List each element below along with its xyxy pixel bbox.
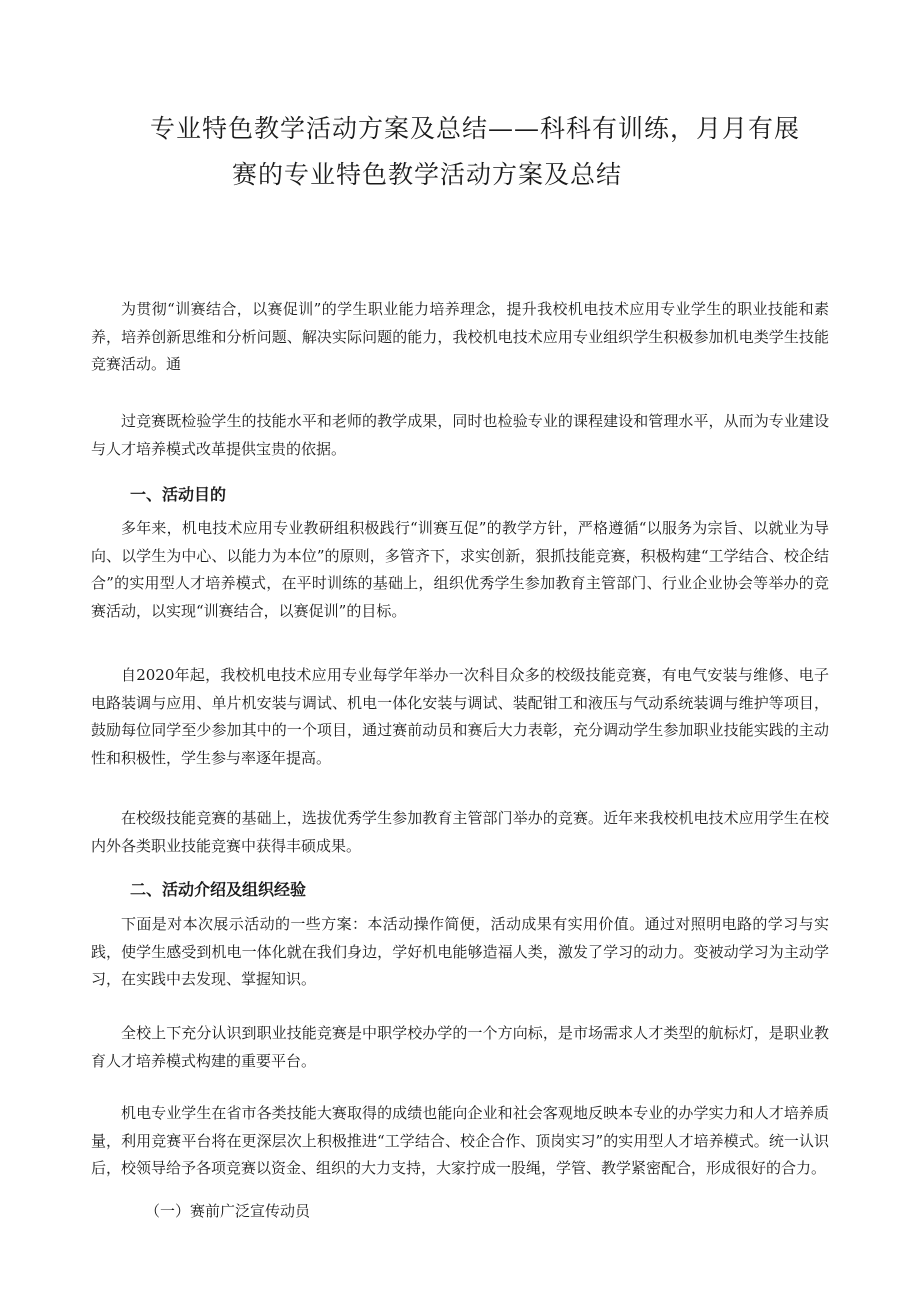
paragraph-objectives: 多年来，机电技术应用专业教研组积极践行“训赛互促”的教学方针，严格遵循“以服务为宗旨、以就业为导向、以学生为中心、以能力为本位”的原则，多管齐下，求实创新，狠抓技能竞赛，积极构建“工学结合、校企结合”的实用型人才培养模式，在平时训练的基础上，组织优秀学生参加教育主管部门、行业企业协会等举办的竞赛活动，以实现“训赛结合，以赛促训”的目标。 bbox=[91, 519, 829, 620]
paragraph-awareness: 全校上下充分认识到职业技能竞赛是中职学校办学的一个方向标，是市场需求人才类型的航标灯，是职业教育人才培养模式构建的重要平台。 bbox=[91, 1024, 829, 1070]
section-heading-2: 二、活动介绍及组织经验 bbox=[130, 880, 307, 899]
document-title-line-2: 赛的专业特色教学活动方案及总结 bbox=[232, 160, 623, 189]
document-title-line-1: 专业特色教学活动方案及总结——科科有训练，月月有展 bbox=[150, 114, 801, 143]
subheading-mobilization: （一）赛前广泛宣传动员 bbox=[145, 1202, 311, 1220]
paragraph-competition-purpose: 过竞赛既检验学生的技能水平和老师的教学成果，同时也检验专业的课程建设和管理水平，从而为专业建设与人才培养模式改革提供宝贵的依据。 bbox=[91, 412, 829, 458]
paragraph-intro: 为贯彻“训赛结合，以赛促训”的学生职业能力培养理念，提升我校机电技术应用专业学生的职业技能和素养，培养创新思维和分析问题、解决实际问题的能力，我校机电技术应用专业组织学生积极参加机电类学生技能竞赛活动。通 bbox=[91, 300, 829, 373]
paragraph-school-competition: 自2020年起，我校机电技术应用专业每学年举办一次科目众多的校级技能竞赛，有电气安装与维修、电子电路装调与应用、单片机安装与调试、机电一体化安装与调试、装配钳工和液压与气动系统装调与维护等项目，鼓励每位同学至少参加其中的一个项目，通过赛前动员和赛后大力表彰，充分调动学生参加职业技能实践的主动性和积极性，学生参与率逐年提高。 bbox=[91, 666, 829, 767]
paragraph-results: 机电专业学生在省市各类技能大赛取得的成绩也能向企业和社会客观地反映本专业的办学实力和人才培养质量，利用竞赛平台将在更深层次上积极推进“工学结合、校企合作、顶岗实习”的实用型人才培养模式。统一认识后，校领导给予各项竞赛以资金、组织的大力支持，大家拧成一股绳，学管、教学紧密配合，形成很好的合力。 bbox=[91, 1104, 829, 1177]
section-heading-1: 一、活动目的 bbox=[130, 485, 227, 504]
paragraph-selection: 在校级技能竞赛的基础上，选拔优秀学生参加教育主管部门举办的竞赛。近年来我校机电技术应用学生在校内外各类职业技能竞赛中获得丰硕成果。 bbox=[91, 809, 829, 855]
paragraph-plan: 下面是对本次展示活动的一些方案：本活动操作简便，活动成果有实用价值。通过对照明电路的学习与实践，使学生感受到机电一体化就在我们身边，学好机电能够造福人类，激发了学习的动力。变被动学习为主动学习，在实践中去发现、掌握知识。 bbox=[91, 915, 829, 988]
